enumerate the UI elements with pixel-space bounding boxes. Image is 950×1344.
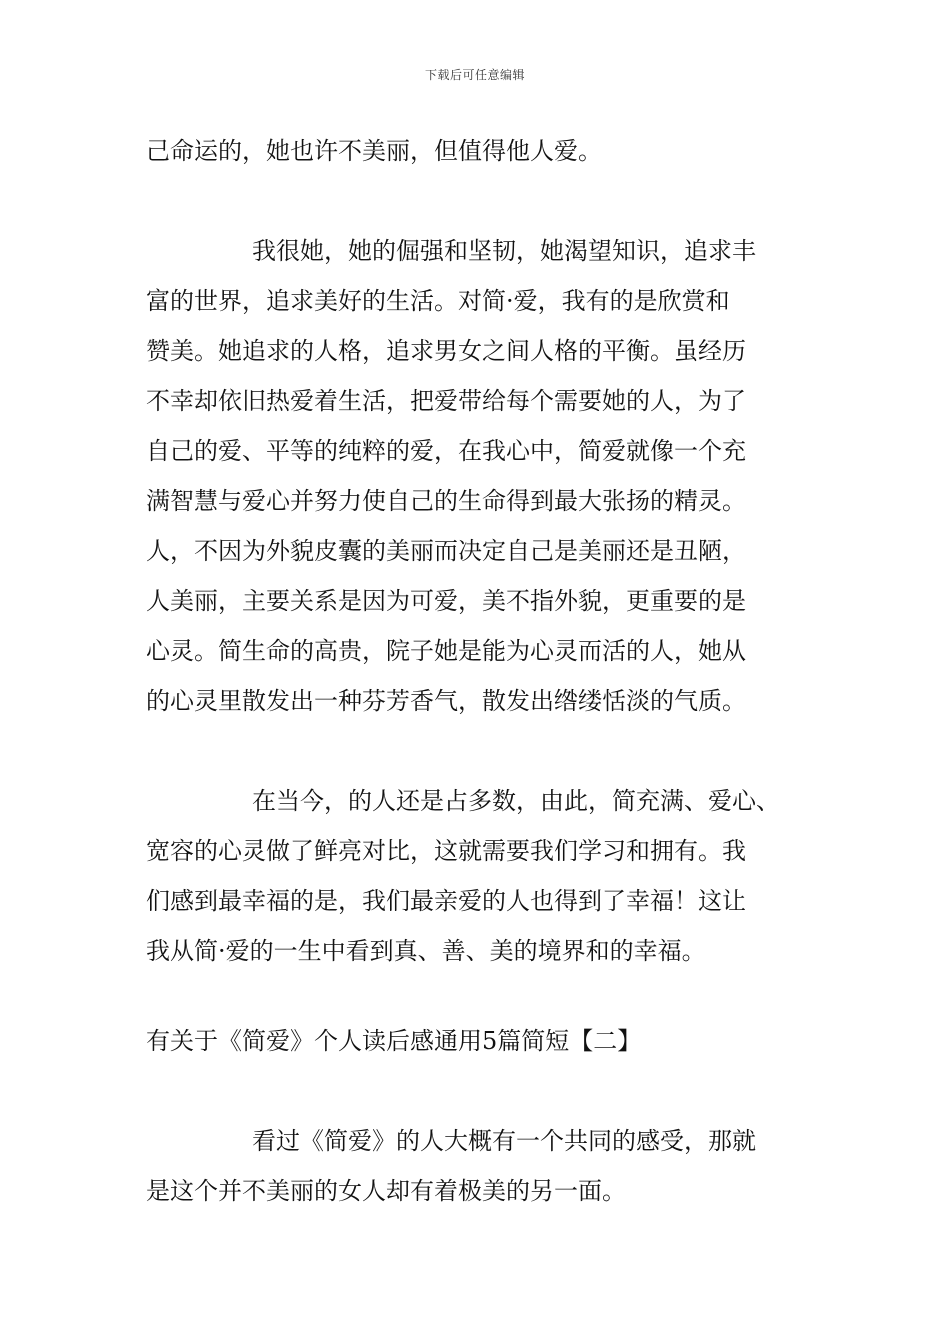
- text-line: 的心灵里散发出一种芬芳香气，散发出绺缕恬淡的气质。: [146, 687, 746, 715]
- paragraph-2: [146, 226, 816, 726]
- paragraph-1: [146, 126, 816, 176]
- paragraph-4: [146, 1116, 816, 1216]
- text-line: 人，不因为外貌皮囊的美丽而决定自己是美丽还是丑陋，: [146, 537, 746, 565]
- text-line: 我从简·爱的一生中看到真、善、美的境界和的幸福。: [146, 937, 706, 965]
- text-line: 心灵。简生命的高贵，院子她是能为心灵而活的人，她从: [146, 637, 746, 665]
- text-line: 我很她，她的倔强和坚韧，她渴望知识，追求丰: [252, 237, 756, 265]
- paragraph-3: [146, 776, 816, 976]
- text-line: 在当今，的人还是占多数，由此，简充满、爱心、: [252, 787, 780, 815]
- section-heading: 有关于《简爱》个人读后感通用5篇简短【二】: [146, 1027, 642, 1055]
- text-line: 是这个并不美丽的女人却有着极美的另一面。: [146, 1177, 626, 1205]
- text-line: 宽容的心灵做了鲜亮对比，这就需要我们学习和拥有。我: [146, 837, 746, 865]
- text-line: 满智慧与爱心并努力使自己的生命得到最大张扬的精灵。: [146, 487, 746, 515]
- text-line: 富的世界，追求美好的生活。对简·爱，我有的是欣赏和: [146, 287, 730, 315]
- text-line: 们感到最幸福的是，我们最亲爱的人也得到了幸福！这让: [146, 887, 746, 915]
- text-line: 己命运的，她也许不美丽，但值得他人爱。: [146, 137, 602, 165]
- paragraph-spacer: [146, 726, 816, 776]
- text-line: 赞美。她追求的人格，追求男女之间人格的平衡。虽经历: [146, 337, 746, 365]
- paragraph-spacer: [146, 1066, 816, 1116]
- page-header: 下载后可任意编辑: [424, 68, 525, 82]
- text-line: 不幸却依旧热爱着生活，把爱带给每个需要她的人，为了: [146, 387, 746, 415]
- paragraph-spacer: [146, 176, 816, 226]
- text-line: 人美丽，主要关系是因为可爱，美不指外貌，更重要的是: [146, 587, 746, 615]
- document-body: [146, 126, 816, 1216]
- text-line: 自己的爱、平等的纯粹的爱，在我心中，简爱就像一个充: [146, 437, 746, 465]
- paragraph-spacer: [146, 976, 816, 1016]
- text-line: 看过《简爱》的人大概有一个共同的感受，那就: [252, 1127, 756, 1155]
